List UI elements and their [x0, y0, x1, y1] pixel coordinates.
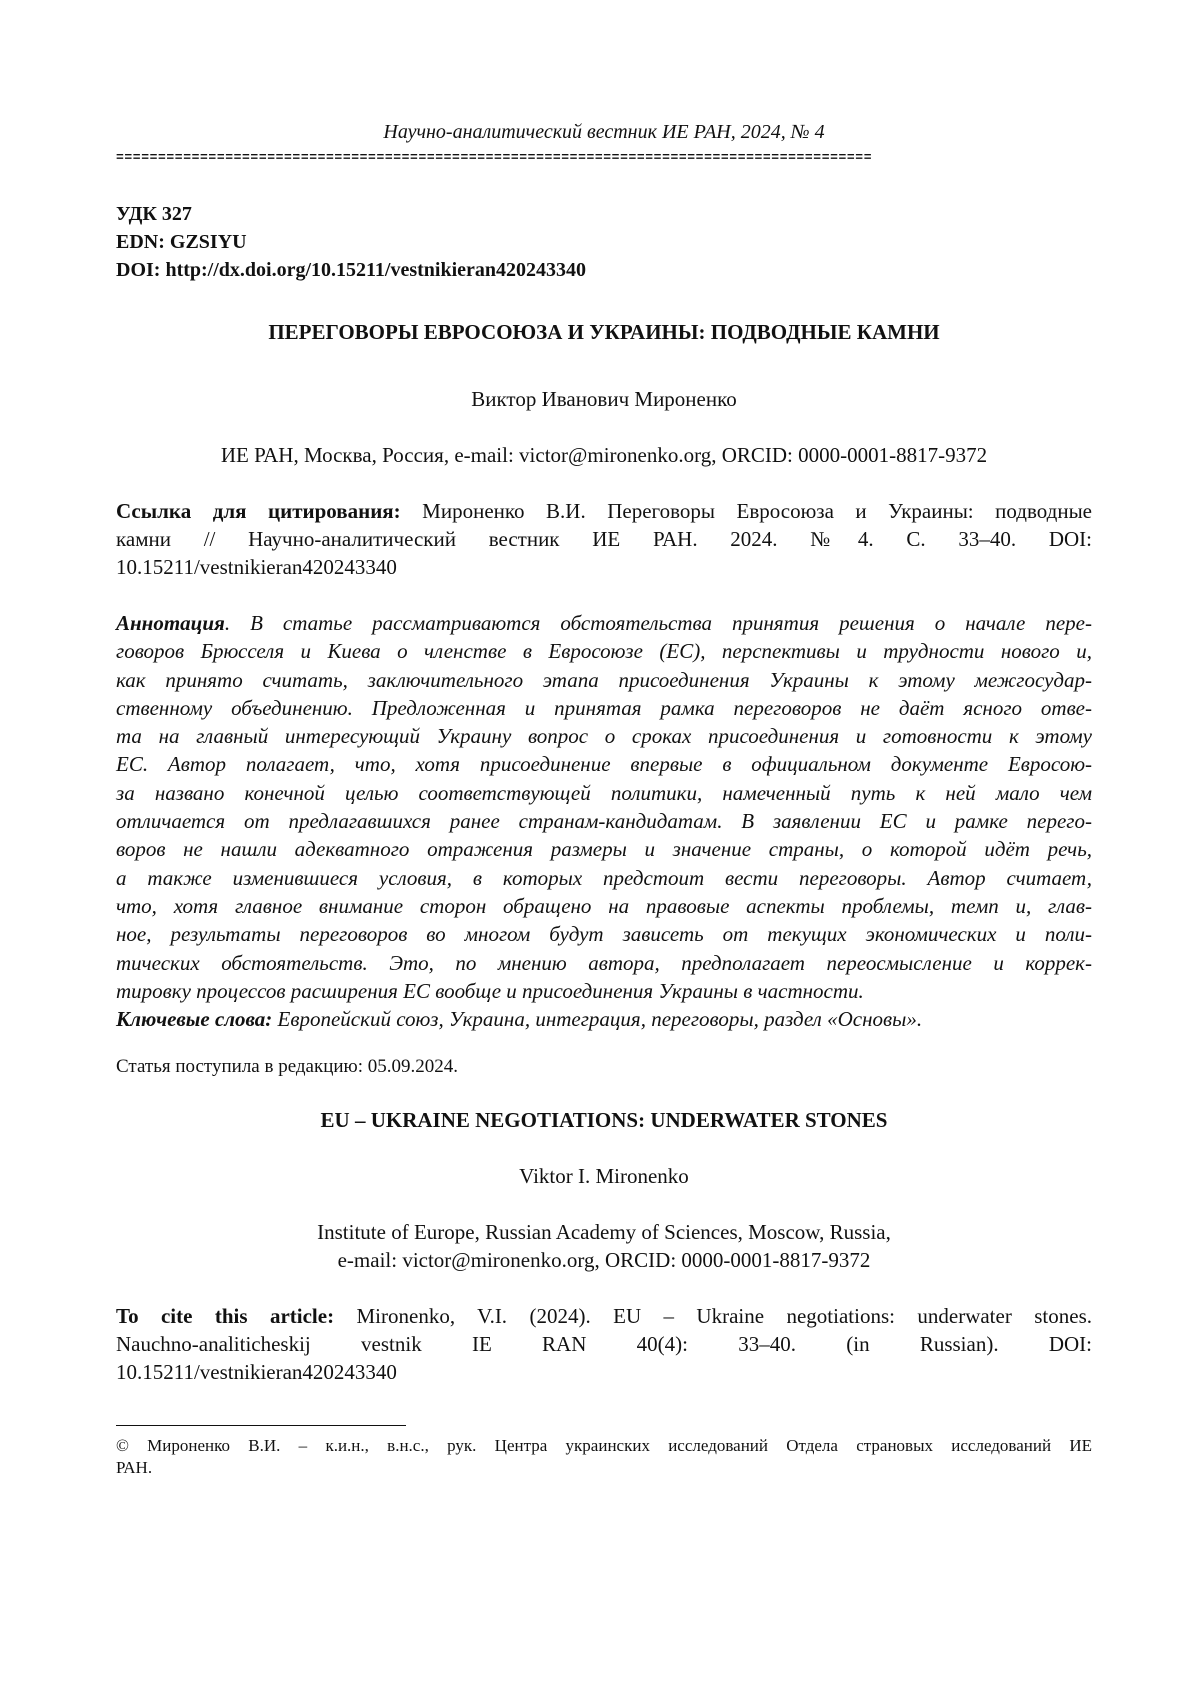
udc-code: УДК 327 [116, 203, 192, 225]
keywords-text: Европейский союз, Украина, интеграция, переговоры, раздел «Основы». [272, 1007, 923, 1032]
article-title-en: EU – UKRAINE NEGOTIATIONS: UNDERWATER STONES [320, 1108, 888, 1132]
edn-code: EDN: GZSIYU [116, 231, 247, 253]
abstract-line: а также изменившиеся условия, в которых предстоит вести переговоры. Автор считает, [116, 865, 1092, 890]
author-name-ru: Виктор Иванович Мироненко [471, 387, 737, 411]
abstract-line: за названо конечной целью соответствующей политики, намеченный путь к ней мало чем [116, 780, 1092, 805]
citation-line-ru: 10.15211/vestnikieran420243340 [116, 555, 397, 579]
citation-line-en: 10.15211/vestnikieran420243340 [116, 1360, 397, 1384]
abstract-line: тировку процессов расширения ЕС вообще и присоединения Украины в частности. [116, 978, 864, 1003]
citation-block-en [116, 1302, 1092, 1386]
footnote-line: РАН. [116, 1458, 153, 1477]
footnote-separator [116, 1425, 406, 1426]
abstract-line: та на главный интересующий Украину вопрос о сроках присоединения и готовности к этому [116, 724, 1092, 749]
abstract-line: ЕС. Автор полагает, что, хотя присоединение впервые в официальном документе Евросою- [116, 752, 1092, 777]
article-metadata [116, 200, 586, 284]
affiliation-line-en: Institute of Europe, Russian Academy of Sciences, Moscow, Russia, [317, 1220, 891, 1244]
received-date: Статья поступила в редакцию: 05.09.2024. [116, 1056, 459, 1077]
author-affiliation-ru: ИЕ РАН, Москва, Россия, e-mail: victor@mironenko.org, ORCID: 0000-0001-8817-9372 [220, 443, 988, 467]
citation-line-en: To cite this article: Mironenko, V.I. (2024). EU – Ukraine negotiations: underwater stones. [116, 1304, 1092, 1328]
citation-label-en: To cite this article: [116, 1304, 335, 1328]
abstract-line: что, хотя главное внимание сторон обращено на правовые аспекты проблемы, темп и, глав- [116, 893, 1092, 918]
header-double-rule: ========================================================================================== [116, 153, 873, 162]
citation-line-en: Nauchno-analiticheskij vestnik IE RAN 40(4): 33–40. (in Russian). DOI: [116, 1332, 1092, 1356]
footnote-line: © Мироненко В.И. – к.и.н., в.н.с., рук. Центра украинских исследований Отдела страновых исследований ИЕ [116, 1436, 1092, 1455]
keywords-line [116, 1005, 1092, 1033]
article-title-ru: ПЕРЕГОВОРЫ ЕВРОСОЮЗА И УКРАИНЫ: ПОДВОДНЫЕ КАМНИ [268, 320, 940, 344]
abstract-line: как принято считать, заключительного этапа присоединения Украины к этому межгосудар- [116, 667, 1092, 692]
abstract-line: говоров Брюсселя и Киева о членстве в Евросоюзе (ЕС), перспективы и трудности нового и, [116, 639, 1092, 664]
doi-link[interactable]: DOI: http://dx.doi.org/10.15211/vestnikieran420243340 [116, 259, 587, 281]
keywords-label: Ключевые слова: [116, 1007, 273, 1032]
citation-label-ru: Ссылка для цитирования: [116, 499, 401, 523]
affiliation-line-en: e-mail: victor@mironenko.org, ORCID: 0000-0001-8817-9372 [337, 1248, 871, 1272]
abstract-line: Аннотация. В статье рассматриваются обстоятельства принятия решения о начале пере- [116, 611, 1092, 635]
running-head: Научно-аналитический вестник ИЕ РАН, 2024, № 4 [383, 121, 825, 143]
abstract-line: отличается от предлагавшихся ранее странам-кандидатам. В заявлении ЕС и рамке перего- [116, 809, 1092, 834]
author-name-en: Viktor I. Mironenko [519, 1164, 689, 1188]
paper-page [116, 0, 1092, 1698]
author-affiliation-en [116, 1218, 1092, 1274]
citation-line-ru: камни // Научно-аналитический вестник ИЕ РАН. 2024. №4. С. 33–40. DOI: [116, 527, 1092, 551]
abstract-line: воров не нашли адекватного отражения размеры и значение страны, о которой идёт речь, [116, 837, 1092, 862]
abstract-line: тических обстоятельств. Это, по мнению автора, предполагает переосмысление и коррек- [116, 950, 1092, 975]
footnote [116, 1435, 1092, 1479]
abstract-line: ственному объединению. Предложенная и принятая рамка переговоров не даёт ясного отве- [116, 695, 1092, 720]
abstract-block [116, 609, 1092, 1033]
citation-block-ru [116, 497, 1092, 581]
citation-line-ru: Ссылка для цитирования: Мироненко В.И. Переговоры Евросоюза и Украины: подводные [116, 499, 1092, 523]
abstract-label: Аннотация [116, 611, 225, 635]
abstract-line: ное, результаты переговоров во многом будут зависеть от текущих экономических и поли- [116, 922, 1092, 947]
